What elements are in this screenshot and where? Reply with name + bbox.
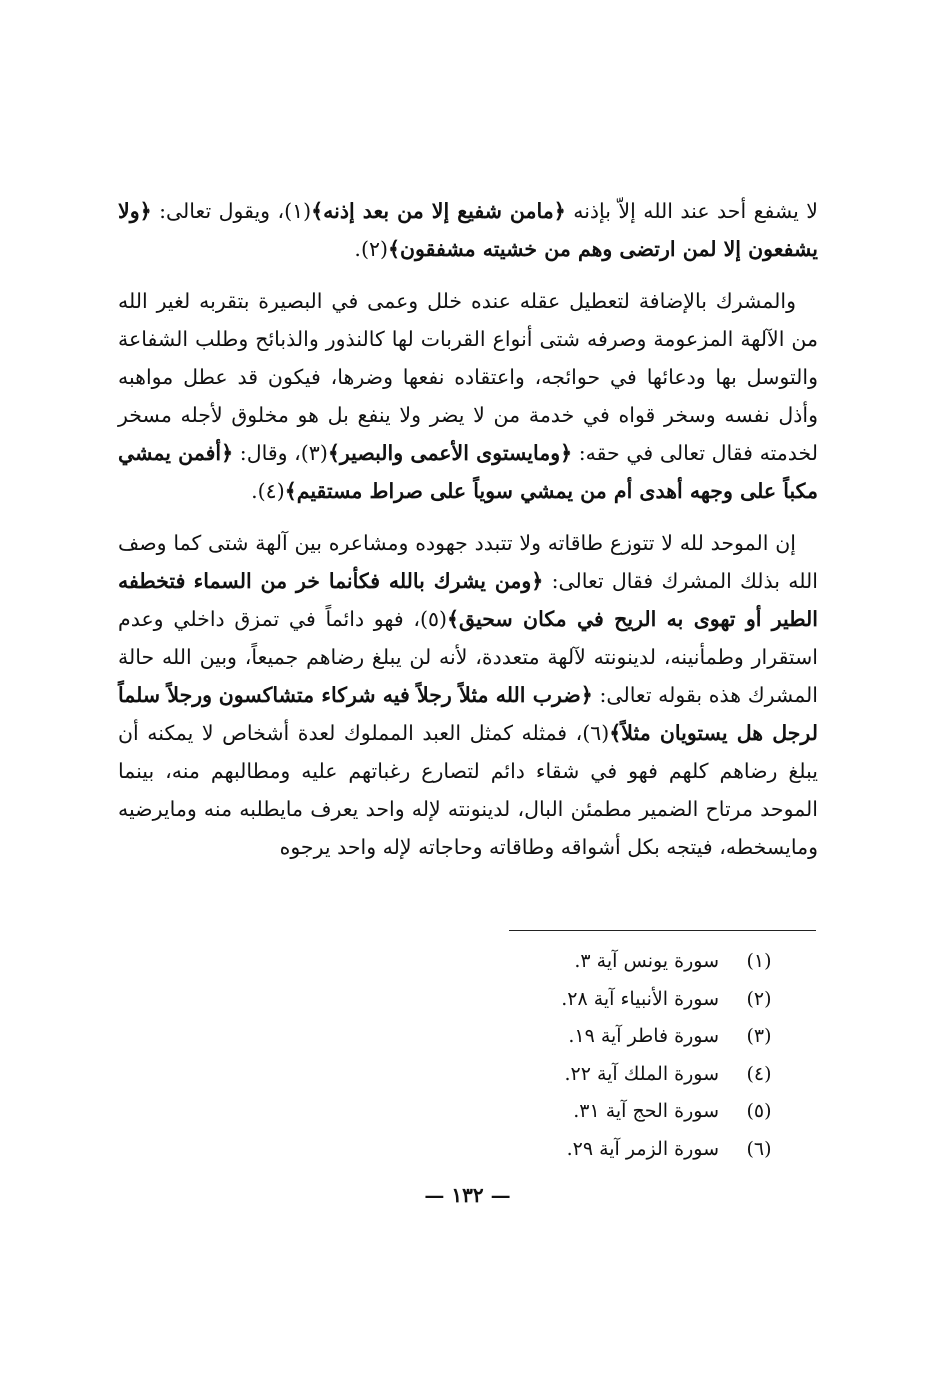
text-run: منه ومايرضيه ومايسخطه، فيتجه بكل أشواقه وطاقاته وحاجاته لإله واحد يرجوه [118,797,818,859]
footnote-text: سورة الحج آية ٣١. [573,1100,719,1122]
text-run: مسخر لخدمته فقال تعالى في حقه: [118,403,818,465]
footnote [465,950,785,988]
footnote-separator [509,930,816,931]
text-run: (٢). [354,237,388,261]
quran-quote: ﴿ومن يشرك بالله فكأنما خر من السماء [193,569,544,593]
text-run: لا يشفع أحد عند الله إلاّ بإذنه [565,199,818,223]
quran-quote: فتخطفه الطير أو تهوى به الريح في مكان سحيق﴾ [118,569,818,631]
text-run: إن الموحد لله لا تتوزع طاقاته ولا تتبدد جهوده ومشاعره بين آلهة شتى كما [173,531,796,555]
footnote-text: سورة الأنبياء آية ٢٨. [561,987,719,1010]
footnote [465,1025,785,1063]
text-run: والتوسل بها ودعائها في حوائجه، واعتقاده نفعها وضرها، فيكون قد عطل مواهبه [118,365,818,389]
footnote [465,1138,785,1176]
footnote-number: (١) [746,950,772,972]
quran-quote: ﴿ولا يشفعون إلا لمن ارتضى وهم من خشيته مشفقون﴾ [118,199,818,261]
text-run: (٣)، وقال: [239,441,328,465]
footnote-text: سورة يونس آية ٣. [574,950,719,972]
text-run: الله حالة المشرك هذه بقوله تعالى: [118,645,818,707]
quran-quote: ﴿ضرب الله مثلاً رجلاً فيه شركاء متشاكسون [218,683,593,707]
footnote [465,1100,785,1138]
body-text [118,192,818,866]
text-run: وصف الله بذلك المشرك فقال تعالى: [118,531,818,593]
text-run: (٦)، فمثله كمثل العبد المملوك لعدة أشخاص [222,721,610,745]
quran-quote: ﴿ومايستوى الأعمى والبصير﴾ [327,441,573,465]
footnote-text: سورة الملك آية ٢٢. [564,1062,719,1085]
text-run: (٥)، فهو دائماً في تمزق داخلي [173,607,447,631]
quran-quote: ورجلاً سلماً لرجل هل يستويان مثلاً﴾ [118,683,818,745]
text-run: والمشرك بالإضافة لتعطيل عقله عنده خلل وعمى في البصيرة بتقربه لغير الله [118,289,796,313]
text-run: وأذل نفسه وسخر قواه في خدمة من لا يضر ولا ينفع بل هو مخلوق لأجله [180,403,818,427]
paragraph [118,524,818,866]
text-run: وعدم استقرار وطمأنينه، لدينونته لآلهة متعددة، لأنه لن يبلغ رضاهم جميعاً، وبين [118,607,818,669]
footnotes [465,950,785,1175]
text-run: (٤). [251,479,285,503]
footnote-number: (٢) [746,987,772,1010]
footnote-text: سورة الزمر آية ٢٩. [566,1137,719,1160]
footnote-number: (٣) [746,1025,772,1047]
paragraph [118,192,818,268]
page-number: — ١٣٢ — [424,1183,511,1207]
text-run: لا يمكنه أن يبلغ رضاهم كلهم فهو في شقاء دائم لتصارع رغباتهم عليه ومطالبهم [118,721,818,783]
paragraph [118,282,818,510]
footnote-number: (٥) [746,1100,772,1122]
footnote-number: (٦) [746,1137,772,1160]
footnote [465,988,785,1026]
quran-quote: ﴿أفمن يمشي مكباً على وجهه أهدى أم من يمشي سوياً على صراط مستقيم﴾ [118,441,818,503]
footnote [465,1063,785,1101]
footnote-number: (٤) [746,1062,772,1085]
text-run: منه، بينما الموحد مرتاح الضمير مطمئن البال، لدينونته لإله واحد يعرف مايطلبه [118,759,818,821]
quran-quote: ﴿مامن شفيع إلا من بعد إذنه﴾ [311,199,566,223]
text-run: (١)، ويقول تعالى: [159,199,312,223]
footnote-text: سورة فاطر آية ١٩. [568,1025,719,1047]
text-run: من الآلهة المزعومة وصرفه شتى أنواع القربات لها كالنذور والذبائح وطلب الشفاعة [118,327,818,351]
